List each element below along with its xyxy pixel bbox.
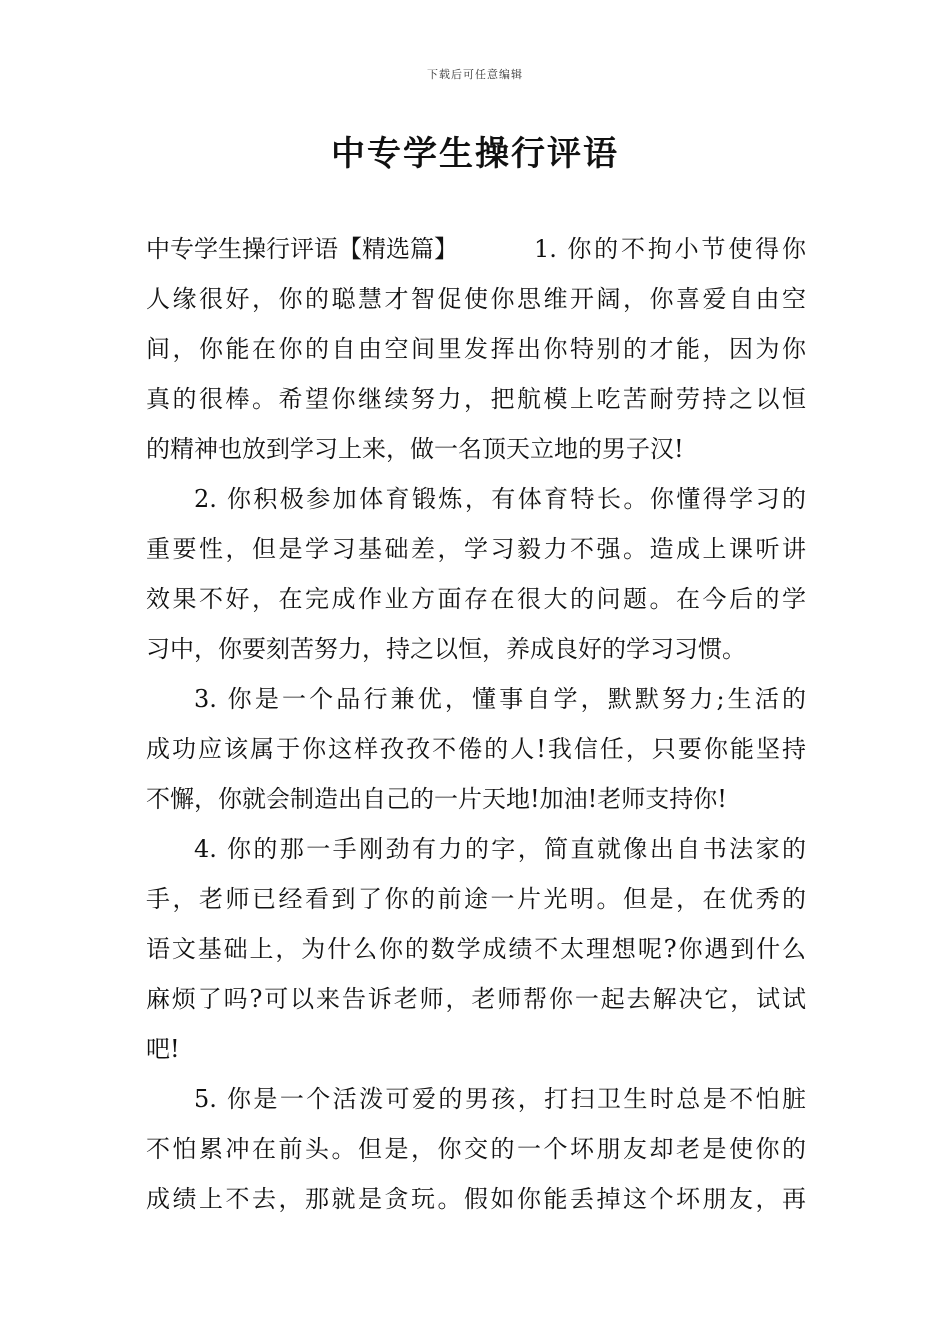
paragraph-line: 1. 你的不拘小节使得你 xyxy=(534,235,806,263)
paragraph-line: 人缘很好，你的聪慧才智促使你思维开阔，你喜爱自由空 xyxy=(146,285,806,313)
paragraph-line: 习中，你要刻苦努力，持之以恒，养成良好的学习习惯。 xyxy=(146,635,746,663)
paragraph-line: 语文基础上，为什么你的数学成绩不太理想呢?你遇到什么 xyxy=(146,935,806,963)
paragraph-line: 效果不好，在完成作业方面存在很大的问题。在今后的学 xyxy=(146,585,806,613)
paragraph-line: 吧! xyxy=(146,1035,180,1063)
paragraph-line: 不懈，你就会制造出自己的一片天地!加油!老师支持你! xyxy=(146,785,727,813)
paragraph-line: 间，你能在你的自由空间里发挥出你特别的才能，因为你 xyxy=(146,335,806,363)
paragraph-line: 4. 你的那一手刚劲有力的字，简直就像出自书法家的 xyxy=(194,835,806,863)
intro-heading: 中专学生操行评语【精选篇】 xyxy=(146,235,458,263)
header-note: 下载后可任意编辑 xyxy=(427,68,523,81)
paragraph-line: 重要性，但是学习基础差，学习毅力不强。造成上课听讲 xyxy=(146,535,806,563)
paragraph-line: 2. 你积极参加体育锻炼，有体育特长。你懂得学习的 xyxy=(194,485,806,513)
page-title: 中专学生操行评语 xyxy=(331,134,619,174)
paragraph-line: 的精神也放到学习上来，做一名顶天立地的男子汉! xyxy=(146,435,684,463)
paragraph-line: 不怕累冲在前头。但是，你交的一个坏朋友却老是使你的 xyxy=(146,1135,806,1163)
paragraph-line: 成绩上不去，那就是贪玩。假如你能丢掉这个坏朋友，再 xyxy=(146,1185,806,1213)
paragraph-line: 3. 你是一个品行兼优，懂事自学，默默努力;生活的 xyxy=(194,685,806,713)
paragraph-line: 麻烦了吗?可以来告诉老师，老师帮你一起去解决它，试试 xyxy=(146,985,806,1013)
paragraph-line: 5. 你是一个活泼可爱的男孩，打扫卫生时总是不怕脏 xyxy=(194,1085,806,1113)
paragraph-line: 成功应该属于你这样孜孜不倦的人!我信任，只要你能坚持 xyxy=(146,735,806,763)
paragraph-line: 真的很棒。希望你继续努力，把航模上吃苦耐劳持之以恒 xyxy=(146,385,806,413)
paragraph-line: 手，老师已经看到了你的前途一片光明。但是，在优秀的 xyxy=(146,885,806,913)
